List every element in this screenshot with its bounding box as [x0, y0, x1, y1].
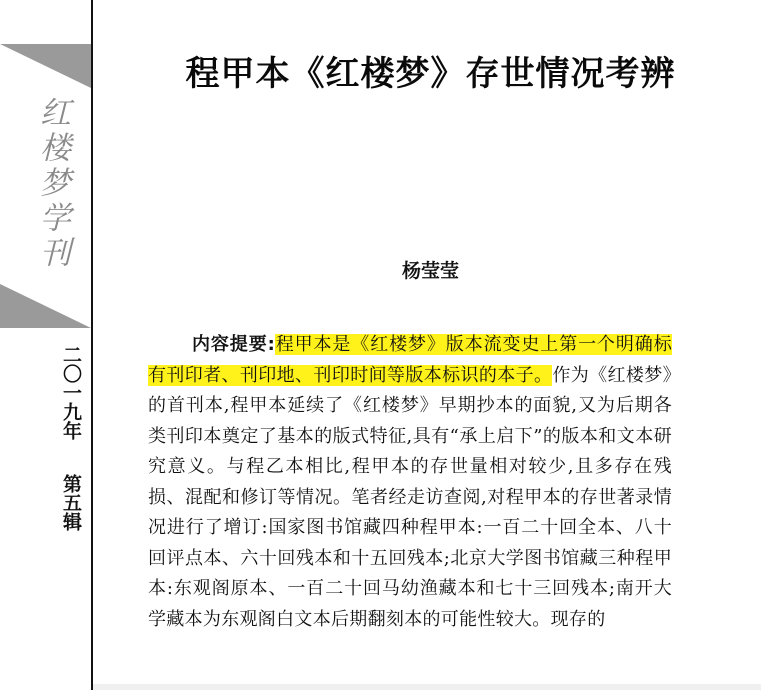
issue-year: 二〇一九年	[60, 345, 82, 440]
page-margin	[0, 0, 91, 690]
margin-band-bottom	[0, 284, 91, 328]
journal-title: 红楼梦学刊	[34, 96, 70, 271]
issue-number: 第五辑	[60, 474, 82, 531]
margin-band-top	[0, 44, 91, 88]
abstract-text: 作为《红楼梦》的首刊本,程甲本延续了《红楼梦》早期抄本的面貌,又为后期各类刊印本奠定了基本的版式特征,具有“承上启下”的版本和文本研究意义。与程乙本相比,程甲本的存世量相对较少,且多存在残损、混配和修订等情况。笔者经走访查阅,对程甲本的存世著录情况进行了增订:国家图书馆藏四种程甲本:一百二十回全本、八十回评点本、六十回残本和十五回残本;北京大学图书馆藏三种程甲本:东观阁原本、一百二十回马幼渔藏本和七十三回残本;南开大学藏本为东观阁白文本后期翻刻本的可能性较大。现存的	[148, 364, 672, 630]
margin-rule	[91, 0, 93, 690]
abstract-highlighted-text[interactable]: 程甲本是《红楼梦》版本流变史上第一个明确标有刊印者、刊印地、刊印时间等版本标识的本子。	[148, 334, 672, 386]
page-bottom-edge	[93, 684, 761, 690]
article-title: 程甲本《红楼梦》存世情况考辨	[185, 54, 676, 94]
abstract	[148, 330, 672, 635]
abstract-label: 内容提要:	[192, 334, 276, 355]
author-name: 杨莹莹	[401, 260, 459, 282]
